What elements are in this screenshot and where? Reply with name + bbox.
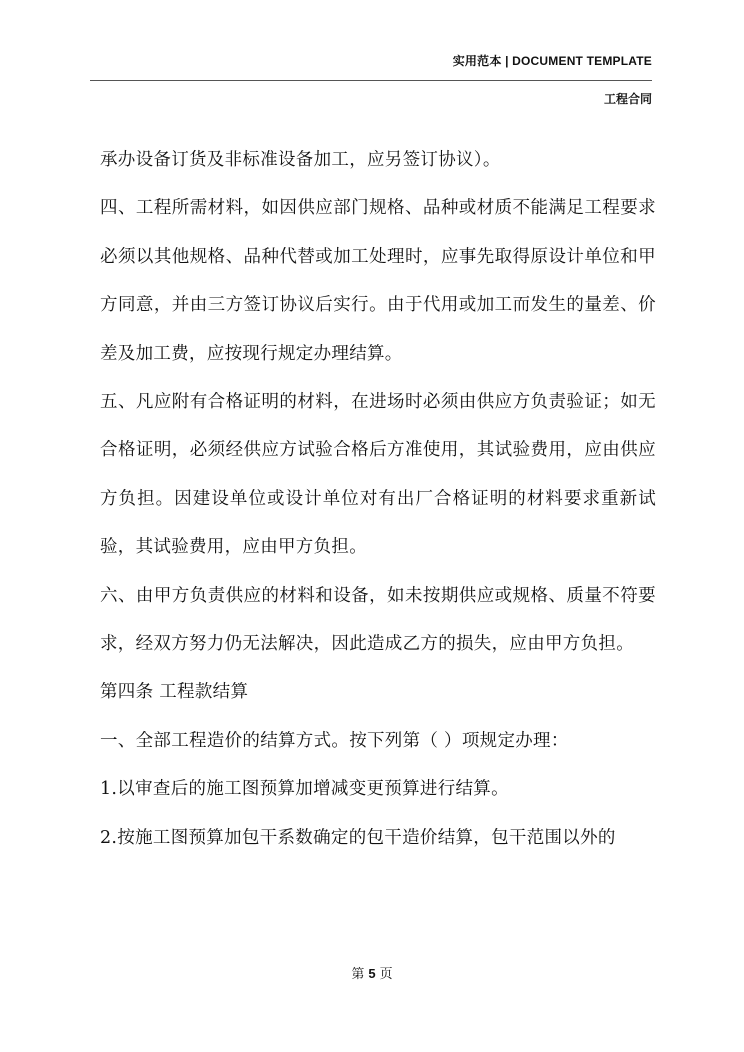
paragraph: 五、凡应附有合格证明的材料，在进场时必须由供应方负责验证；如无合格证明，必须经供应方试验合格后方准使用，其试验费用，应由供应方负担。因建设单位或设计单位对有出厂合格证明的材料要求重新试验，其试验费用，应由甲方负担。 bbox=[100, 392, 656, 558]
paragraph: 一、全部工程造价的结算方式。按下列第（ ）项规定办理： bbox=[100, 730, 569, 751]
header-brand: 实用范本 | DOCUMENT TEMPLATE bbox=[452, 54, 652, 68]
header-divider bbox=[90, 80, 652, 81]
page-number: 5 bbox=[368, 966, 376, 981]
paragraph: 承办设备订货及非标准设备加工，应另签订协议）。 bbox=[100, 150, 501, 170]
footer-suffix: 页 bbox=[379, 967, 393, 982]
paragraph: 六、由甲方负责供应的材料和设备，如未按期供应或规格、质量不符要求，经双方努力仍无法解决，因此造成乙方的损失，应由甲方负担。 bbox=[100, 585, 656, 655]
paragraph: 四、工程所需材料，如因供应部门规格、品种或材质不能满足工程要求必须以其他规格、品种代替或加工处理时，应事先取得原设计单位和甲方同意，并由三方签订协议后实行。由于代用或加工而发生的量差、价差及加工费，应按现行规定办理结算。 bbox=[100, 198, 656, 364]
paragraph: 2.按施工图预算加包干系数确定的包干造价结算，包干范围以外的 bbox=[100, 827, 616, 848]
document-body bbox=[100, 136, 656, 862]
footer-prefix: 第 bbox=[351, 967, 365, 982]
section-heading: 第四条 工程款结算 bbox=[100, 682, 249, 703]
header-subtitle: 工程合同 bbox=[603, 92, 652, 106]
paragraph: 1.以审查后的施工图预算加增减变更预算进行结算。 bbox=[100, 779, 509, 800]
page-footer bbox=[0, 963, 744, 982]
